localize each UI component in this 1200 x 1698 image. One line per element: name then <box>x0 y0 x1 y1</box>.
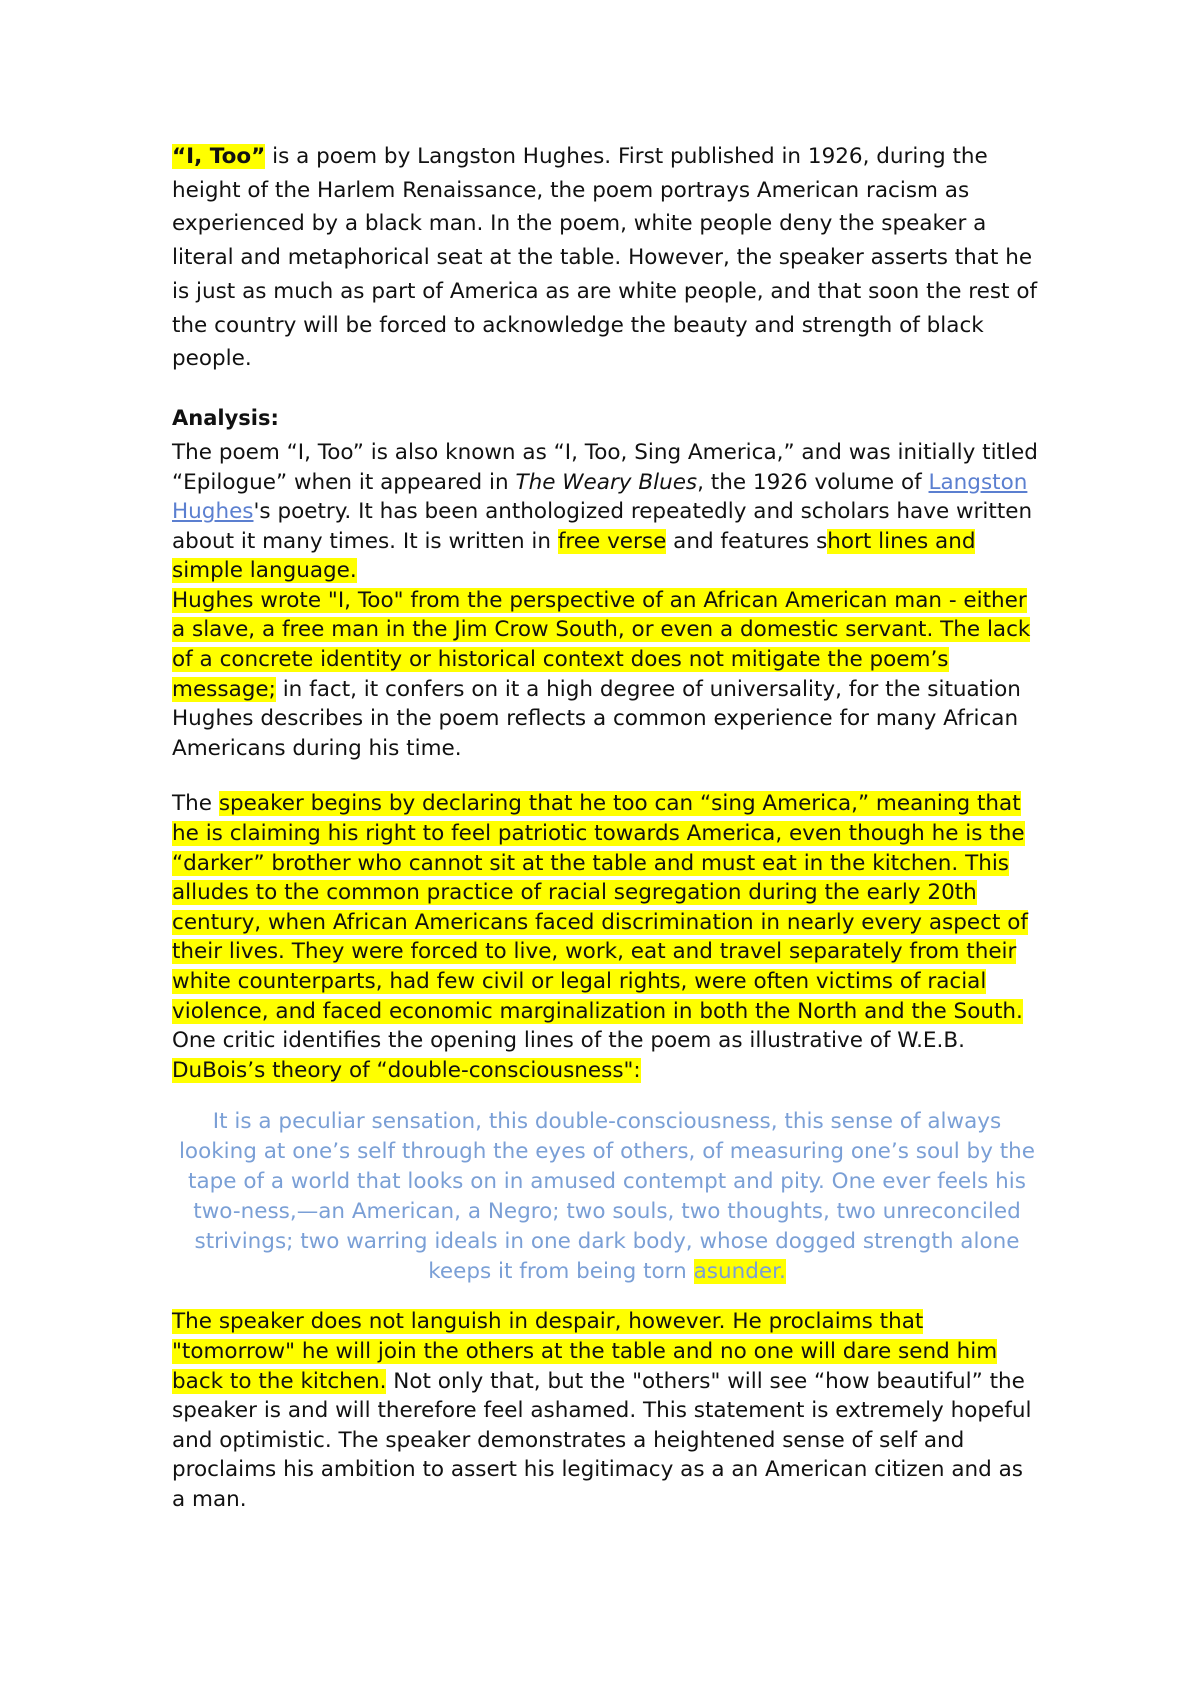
p1-highlight-free-verse: free verse <box>557 528 667 554</box>
p2-text: in fact, it confers on it a high degree of universality, for the situation Hughes describes in the poem reflects a common experience for many African Americans during his time. <box>172 676 1021 761</box>
quote-highlight: asunder. <box>693 1259 786 1285</box>
book-title: The Weary Blues <box>515 469 698 495</box>
analysis-paragraph-4 <box>172 1307 1042 1514</box>
p1-text-d: and features s <box>666 528 828 554</box>
intro-paragraph <box>172 140 1042 376</box>
p4-text: Not only that, but the "others" will see “how beautiful” the speaker is and will therefore feel ashamed. This statement is extremely hopeful and optimistic. The speaker demonstrates a heightened sense of self and proclaims his ambition to assert his legitimacy as a an American citizen and as a man. <box>172 1368 1032 1512</box>
p2-highlight: Hughes wrote "I, Too" from the perspective of an African American man - either a slave, a free man in the Jim Crow South, or even a domestic servant. The lack of a concrete identity or historical context does not mitigate the poem’s message; <box>172 587 1031 702</box>
poem-title: “I, Too” <box>172 144 266 169</box>
p3-text-b: One critic identifies the opening lines of the poem as illustrative of W.E.B. <box>172 1028 965 1054</box>
quote-text: It is a peculiar sensation, this double-consciousness, this sense of always looking at one’s self through the eyes of others, of measuring one’s soul by the tape of a world that looks on in amused contempt and pity. One ever feels his two-ness,—an American, a Negro; two souls, two thoughts, two unreconciled strivings; two warring ideals in one dark body, whose dogged strength alone keeps it from being torn <box>178 1109 1036 1285</box>
analysis-heading: Analysis: <box>172 405 279 430</box>
dubois-quote <box>172 1107 1042 1287</box>
p1-text-a: The poem “I, Too” is also known as “I, Too, Sing America,” and was initially titled “Epilogue” when it appeared in <box>172 439 1038 495</box>
p1-text-b: , the 1926 volume of <box>697 469 929 495</box>
paragraph-gap <box>172 763 1042 789</box>
analysis-paragraph-2 <box>172 586 1042 764</box>
intro-text: is a poem by Langston Hughes. First published in 1926, during the height of the Harlem Renaissance, the poem portrays American racism as experienced by a black man. In the poem, white people deny the speaker a literal and metaphorical seat at the table. However, the speaker asserts that he is just as much as part of America as are white people, and that soon the rest of the country will be forced to acknowledge the beauty and strength of black people. <box>172 144 1038 372</box>
p4-highlight: The speaker does not languish in despair, however. He proclaims that "tomorrow" he will join the others at the table and no one will dare send him back to the kitchen. <box>172 1309 998 1394</box>
document-page <box>172 140 1042 1515</box>
p1-text-c: 's poetry. It has been anthologized repeatedly and scholars have written about it many times. It is written in <box>172 499 1033 554</box>
p3-highlight: speaker begins by declaring that he too can “sing America,” meaning that he is claiming his right to feel patriotic towards America, even though he is the “darker” brother who cannot sit at the table and must eat in the kitchen. This alludes to the common practice of racial segregation during the early 20th century, when African Americans faced discrimination in nearly every aspect of their lives. They were forced to live, work, eat and travel separately from their white counterparts, had few civil or legal rights, were often victims of racial violence, and faced economic marginalization in both the North and the South. <box>172 791 1028 1024</box>
p1-highlight-short-lines: hort lines and simple language. <box>172 528 976 584</box>
p3-highlight-dubois: DuBois’s theory of “double-consciousness": <box>172 1057 641 1083</box>
p3-text-a: The <box>172 791 219 817</box>
analysis-paragraph-1 <box>172 438 1042 586</box>
analysis-paragraph-3 <box>172 789 1042 1085</box>
langston-hughes-link[interactable]: Langston Hughes <box>172 469 1028 525</box>
